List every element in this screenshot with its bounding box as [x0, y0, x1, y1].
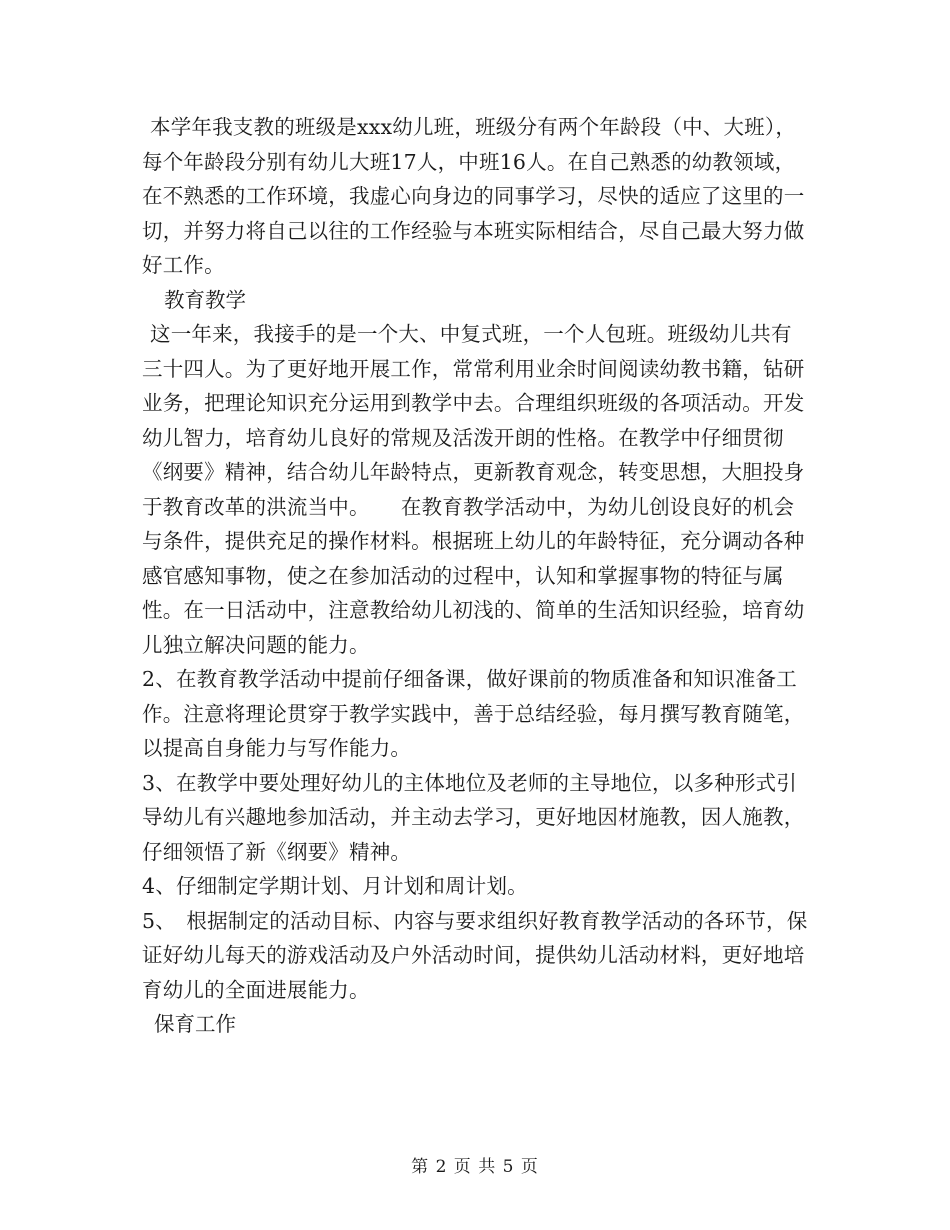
paragraph-class-intro: 本学年我支教的班级是xxx幼儿班，班级分有两个年龄段（中、大班），每个年龄段分别有幼儿大班17人，中班16人。在自己熟悉的幼教领域，在不熟悉的工作环境，我虚心向身边的同事学习，尽快的适应了这里的一切，并努力将自己以往的工作经验与本班实际相结合，尽自己最大努力做好工作。: [142, 115, 805, 277]
section-heading-teaching: 教育教学: [164, 287, 246, 312]
paragraph-item-2: 2、在教育教学活动中提前仔细备课，做好课前的物质准备和知识准备工作。注意将理论贯穿于教学实践中，善于总结经验，每月撰写教育随笔，以提高自身能力与写作能力。: [142, 667, 805, 760]
document-body: [142, 110, 812, 1042]
paragraph-item-4: 4、仔细制定学期计划、月计划和周计划。: [142, 874, 528, 898]
section-heading-care: 保育工作: [154, 1012, 236, 1036]
paragraph-item-5: 5、 根据制定的活动目标、内容与要求组织好教育教学活动的各环节，保证好幼儿每天的游戏活动及户外活动时间，提供幼儿活动材料，更好地培育幼儿的全面进展能力。: [142, 908, 808, 1002]
paragraph-teaching-overview: 这一年来，我接手的是一个大、中复式班，一个人包班。班级幼儿共有三十四人。为了更好地开展工作，常常利用业余时间阅读幼教书籍，钻研业务，把理论知识充分运用到教学中去。合理组织班级的各项活动。开发幼儿智力，培育幼儿良好的常规及活泼开朗的性格。在教学中仔细贯彻《纲要》精神，结合幼儿年龄特点，更新教育观念，转变思想，大胆投身于教育改革的洪流当中。 在教育教学活动中，为幼儿创设良好的机会与条件，提供充足的操作材料。根据班上幼儿的年龄特征，充分调动各种感官感知事物，使之在参加活动的过程中，认知和掌握事物的特征与属性。在一日活动中，注意教给幼儿初浅的、简单的生活知识经验，培育幼儿独立解决问题的能力。: [142, 322, 805, 657]
page-number-footer: 第 2 页 共 5 页: [411, 1157, 539, 1177]
paragraph-item-3: 3、在教学中要处理好幼儿的主体地位及老师的主导地位，以多种形式引导幼儿有兴趣地参加活动，并主动去学习，更好地因材施教，因人施教，仔细领悟了新《纲要》精神。: [142, 770, 805, 864]
